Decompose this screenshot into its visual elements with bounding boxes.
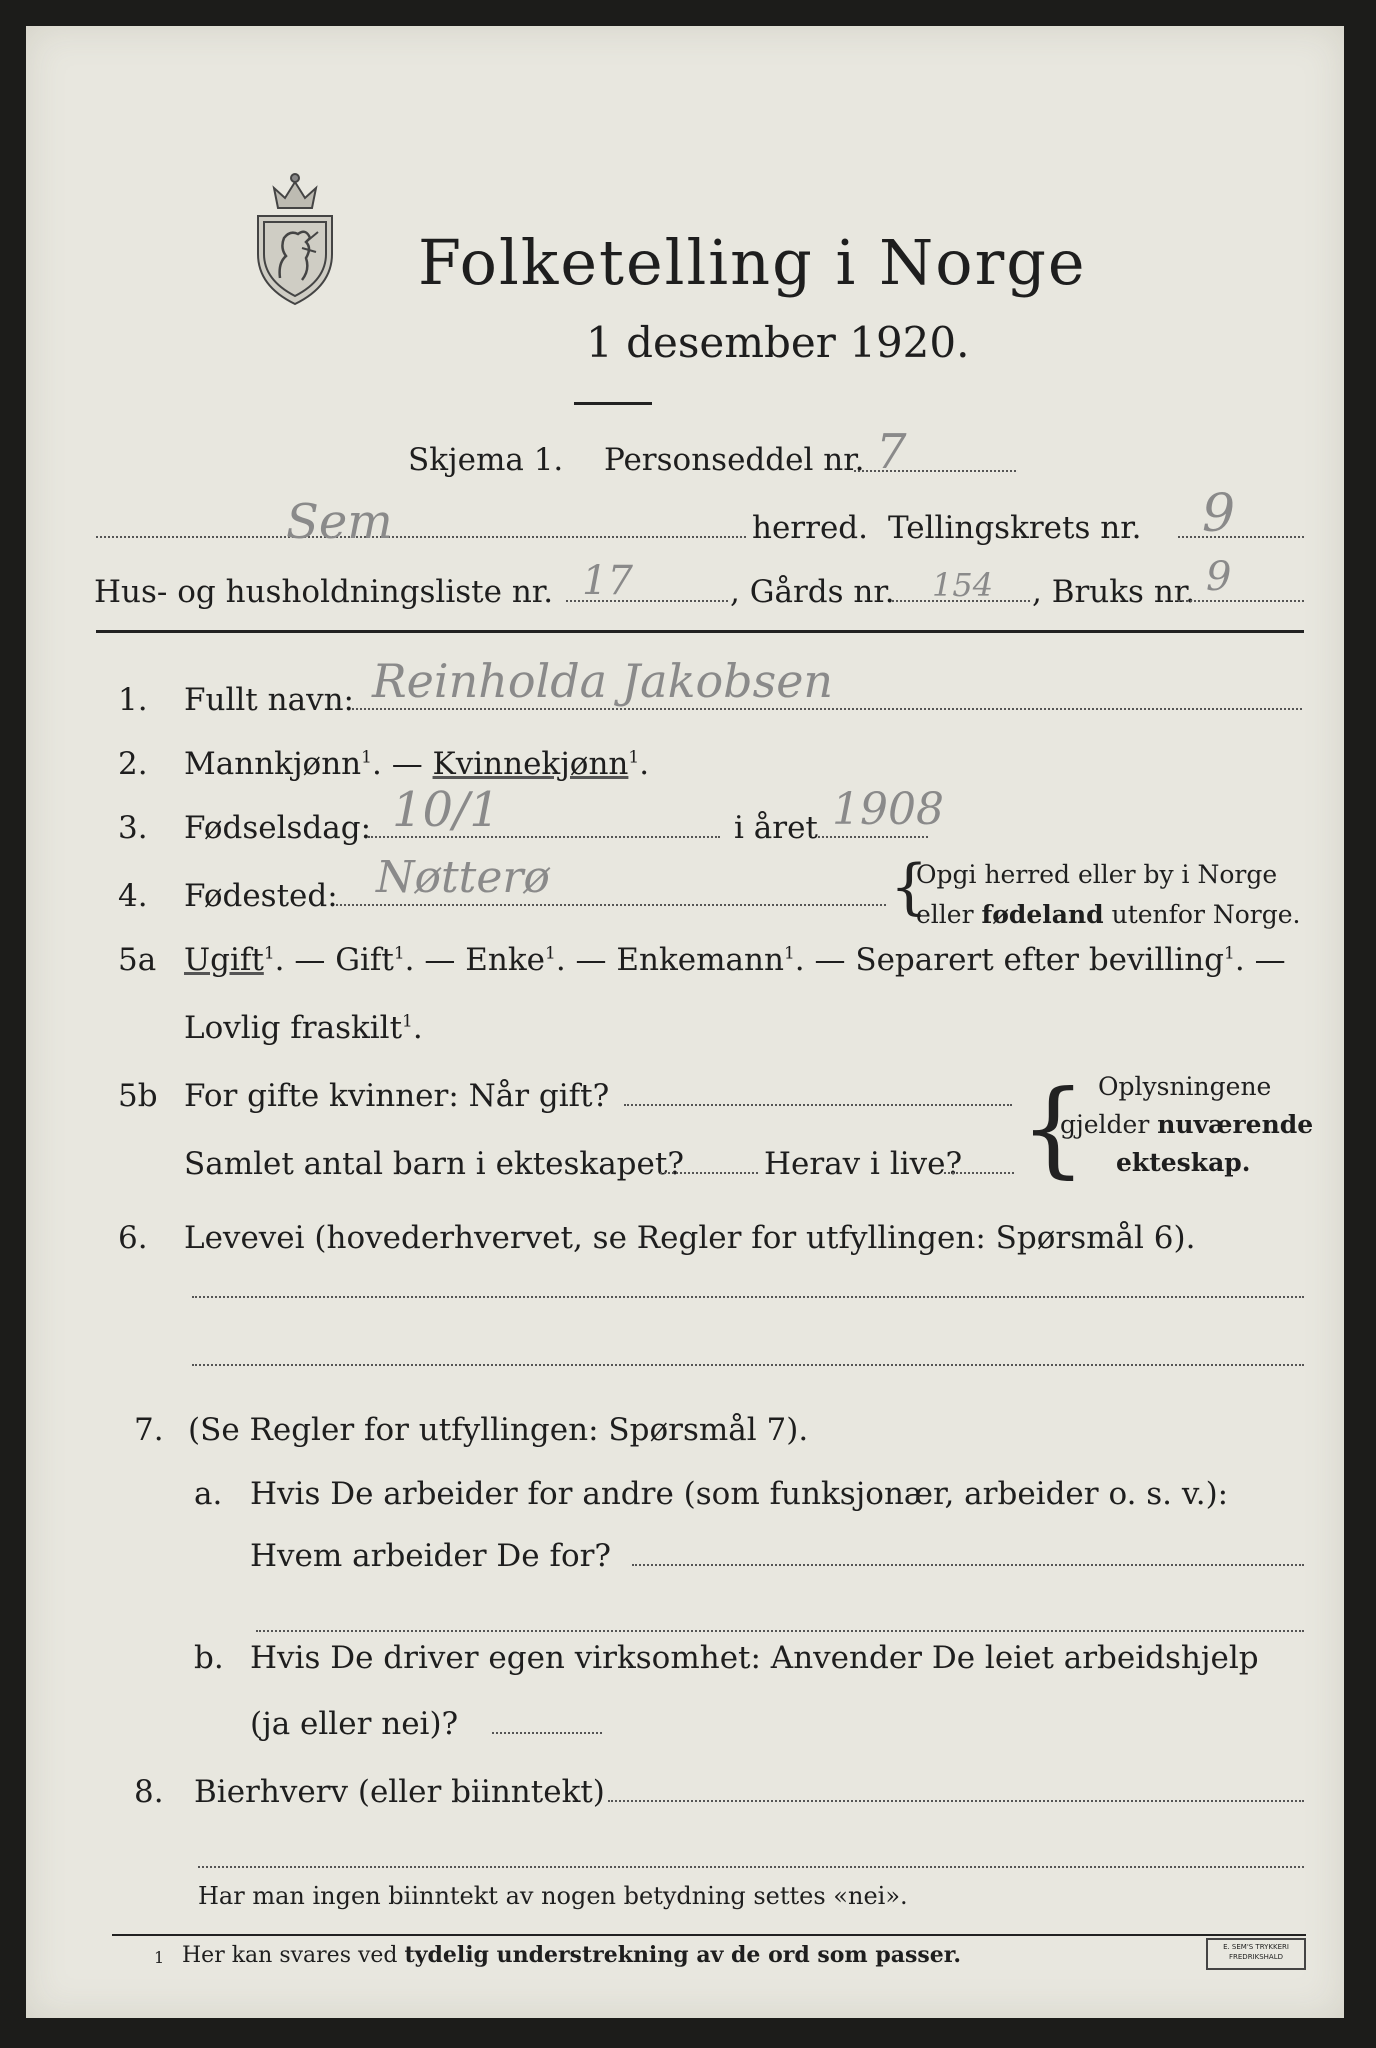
herred-field[interactable] <box>96 536 746 538</box>
hus-label: Hus- og husholdningsliste nr. <box>94 574 554 610</box>
q8-number: 8. <box>134 1774 164 1810</box>
q4-note-fodeland: fødeland <box>981 900 1104 929</box>
q7a-line2: Hvem arbeider De for? <box>250 1538 612 1574</box>
gards-label: , Gårds nr. <box>730 574 895 610</box>
herred-value: Sem <box>286 494 393 550</box>
q5b-note-nuvaerende: nuværende <box>1157 1110 1314 1139</box>
footnote-text-a: Her kan svares ved <box>182 1943 405 1968</box>
census-date: 1 desember 1920. <box>586 318 970 367</box>
herred-label: herred. <box>752 510 868 546</box>
skjema-label: Skjema 1. <box>408 442 564 478</box>
q5a-gift-option[interactable]: Gift <box>335 942 394 978</box>
q5b-naar-gift-field[interactable] <box>624 1104 1012 1106</box>
q4-note-line1: Opgi herred eller by i Norge <box>916 860 1278 889</box>
q7-label: (Se Regler for utfyllingen: Spørsmål 7). <box>188 1412 809 1448</box>
q2-mannkjonn-option[interactable]: Mannkjønn <box>184 746 362 782</box>
footnote-text <box>182 1942 961 1968</box>
footnote-text-b: tydelig understrekning av de ord som passer. <box>404 1942 962 1968</box>
q8-label: Bierhverv (eller biinntekt) <box>194 1774 605 1810</box>
q5a-separert-option[interactable]: Separert efter bevilling <box>855 942 1225 978</box>
gards-value: 154 <box>932 566 994 604</box>
q5a-sep: — <box>814 942 846 978</box>
q3-label: Fødselsdag: <box>184 810 372 846</box>
q1-name-value: Reinholda Jakobsen <box>372 654 834 708</box>
q5b-note2 <box>1060 1110 1313 1139</box>
bruks-label: , Bruks nr. <box>1032 574 1196 610</box>
hus-value: 17 <box>582 558 633 604</box>
printer-stamp-line1: E. SEM'S TRYKKERI <box>1223 1943 1289 1951</box>
q1-name-field[interactable] <box>352 708 1302 710</box>
q5b-line2a: Samlet antal barn i ekteskapet? <box>184 1146 684 1182</box>
q4-birthplace-value: Nøtterø <box>376 852 550 903</box>
q5a-sup: 1 <box>263 943 275 964</box>
form-title: Folketelling i Norge <box>418 226 1087 299</box>
q5a-sep: — <box>575 942 607 978</box>
q5b-note1: Oplysningene <box>1098 1072 1272 1101</box>
q5b-line1: For gifte kvinner: Når gift? <box>184 1078 610 1114</box>
q5a-options: Ugift$^1$. — Gift$^1$. — Enke$^1$. — Enkemann$^1$. — Separert efter bevilling$^1$. — <box>184 942 1286 978</box>
q7b-number: b. <box>194 1640 224 1676</box>
tellingskrets-label: Tellingskrets nr. <box>888 510 1142 546</box>
q7a-employer-field-1[interactable] <box>632 1564 1304 1566</box>
q4-note-eller: eller <box>916 900 982 929</box>
q1-label: Fullt navn: <box>184 682 354 718</box>
q3-aaret-label: i året <box>734 810 818 846</box>
bruks-value: 9 <box>1206 554 1232 600</box>
q7-number: 7. <box>134 1412 164 1448</box>
q6-field-2[interactable] <box>192 1364 1304 1366</box>
title-divider <box>574 402 652 405</box>
tellingskrets-field[interactable] <box>1178 536 1304 538</box>
printer-stamp-line2: FREDRIKSHALD <box>1228 1953 1283 1961</box>
q7a-line1: Hvis De arbeider for andre (som funksjonær, arbeider o. s. v.): <box>250 1476 1229 1512</box>
q5a-number: 5a <box>118 942 157 978</box>
q5a-sep: — <box>294 942 326 978</box>
q4-note-utenfor: utenfor Norge. <box>1103 900 1301 929</box>
q4-note-line2 <box>916 900 1300 929</box>
q3-year-written: 1908 <box>832 784 944 835</box>
q5b-line2b: Herav i live? <box>764 1146 963 1182</box>
q3-year-field[interactable] <box>818 836 928 838</box>
q5b-note3: ekteskap. <box>1116 1148 1251 1177</box>
q5a-sep: — <box>424 942 456 978</box>
q5b-barn-field[interactable] <box>660 1172 758 1174</box>
q5a-enke-option[interactable]: Enke <box>465 942 545 978</box>
q4-label: Fødested: <box>184 878 338 914</box>
q5a-lovlig-option[interactable]: Lovlig fraskilt <box>184 1010 403 1046</box>
q3-birthday-value: 10/1 <box>392 782 500 838</box>
q7a-number: a. <box>194 1476 223 1512</box>
q5a-enkemann-option[interactable]: Enkemann <box>616 942 784 978</box>
q2-end: . <box>639 746 650 782</box>
q6-number: 6. <box>118 1220 148 1256</box>
q2-options: Mannkjønn$^1$. — Kvinnekjønn$^1$. <box>184 746 650 782</box>
q7b-line1: Hvis De driver egen virksomhet: Anvender De leiet arbeidshjelp <box>250 1640 1259 1676</box>
personseddel-label: Personseddel nr. <box>604 442 865 478</box>
q2-number: 2. <box>118 746 148 782</box>
q5a-ugift-option[interactable]: Ugift <box>184 942 264 978</box>
q8-note: Har man ingen biinntekt av nogen betydning settes «nei». <box>198 1882 908 1910</box>
q5a-line2: Lovlig fraskilt$^1$. <box>184 1010 423 1046</box>
bruks-field[interactable] <box>1178 600 1304 602</box>
printer-stamp <box>1206 1938 1306 1970</box>
q2-kvinnekjonn-option[interactable]: Kvinnekjønn <box>432 746 629 782</box>
footnote-mark: 1 <box>154 1948 165 1967</box>
personseddel-value: 7 <box>876 424 907 480</box>
q6-field-1[interactable] <box>192 1296 1304 1298</box>
q5a-sep: — <box>1254 942 1286 978</box>
q6-label: Levevei (hovederhvervet, se Regler for utfyllingen: Spørsmål 6). <box>184 1220 1196 1256</box>
q5b-number: 5b <box>118 1078 158 1114</box>
q5b-note-gjelder: gjelder <box>1060 1110 1158 1139</box>
q8-field-2[interactable] <box>198 1866 1304 1868</box>
q7b-line2: (ja eller nei)? <box>250 1706 459 1742</box>
q5b-note-brace: { <box>1020 1067 1087 1189</box>
norway-coat-of-arms-icon <box>250 168 340 308</box>
q8-field-1[interactable] <box>608 1800 1304 1802</box>
q7b-answer-field[interactable] <box>492 1732 602 1734</box>
q5b-i-live-field[interactable] <box>944 1172 1014 1174</box>
census-form-page <box>26 26 1344 2018</box>
header-divider <box>96 630 1304 633</box>
q4-note-brace: { <box>890 852 929 922</box>
tellingskrets-value: 9 <box>1202 484 1236 544</box>
q2-separator: . — <box>371 746 433 782</box>
q3-number: 3. <box>118 810 148 846</box>
q1-number: 1. <box>118 682 148 718</box>
q7a-employer-field-2[interactable] <box>256 1630 1304 1632</box>
footnote-rule <box>112 1934 1306 1936</box>
q4-number: 4. <box>118 878 148 914</box>
q4-birthplace-field[interactable] <box>336 904 886 906</box>
